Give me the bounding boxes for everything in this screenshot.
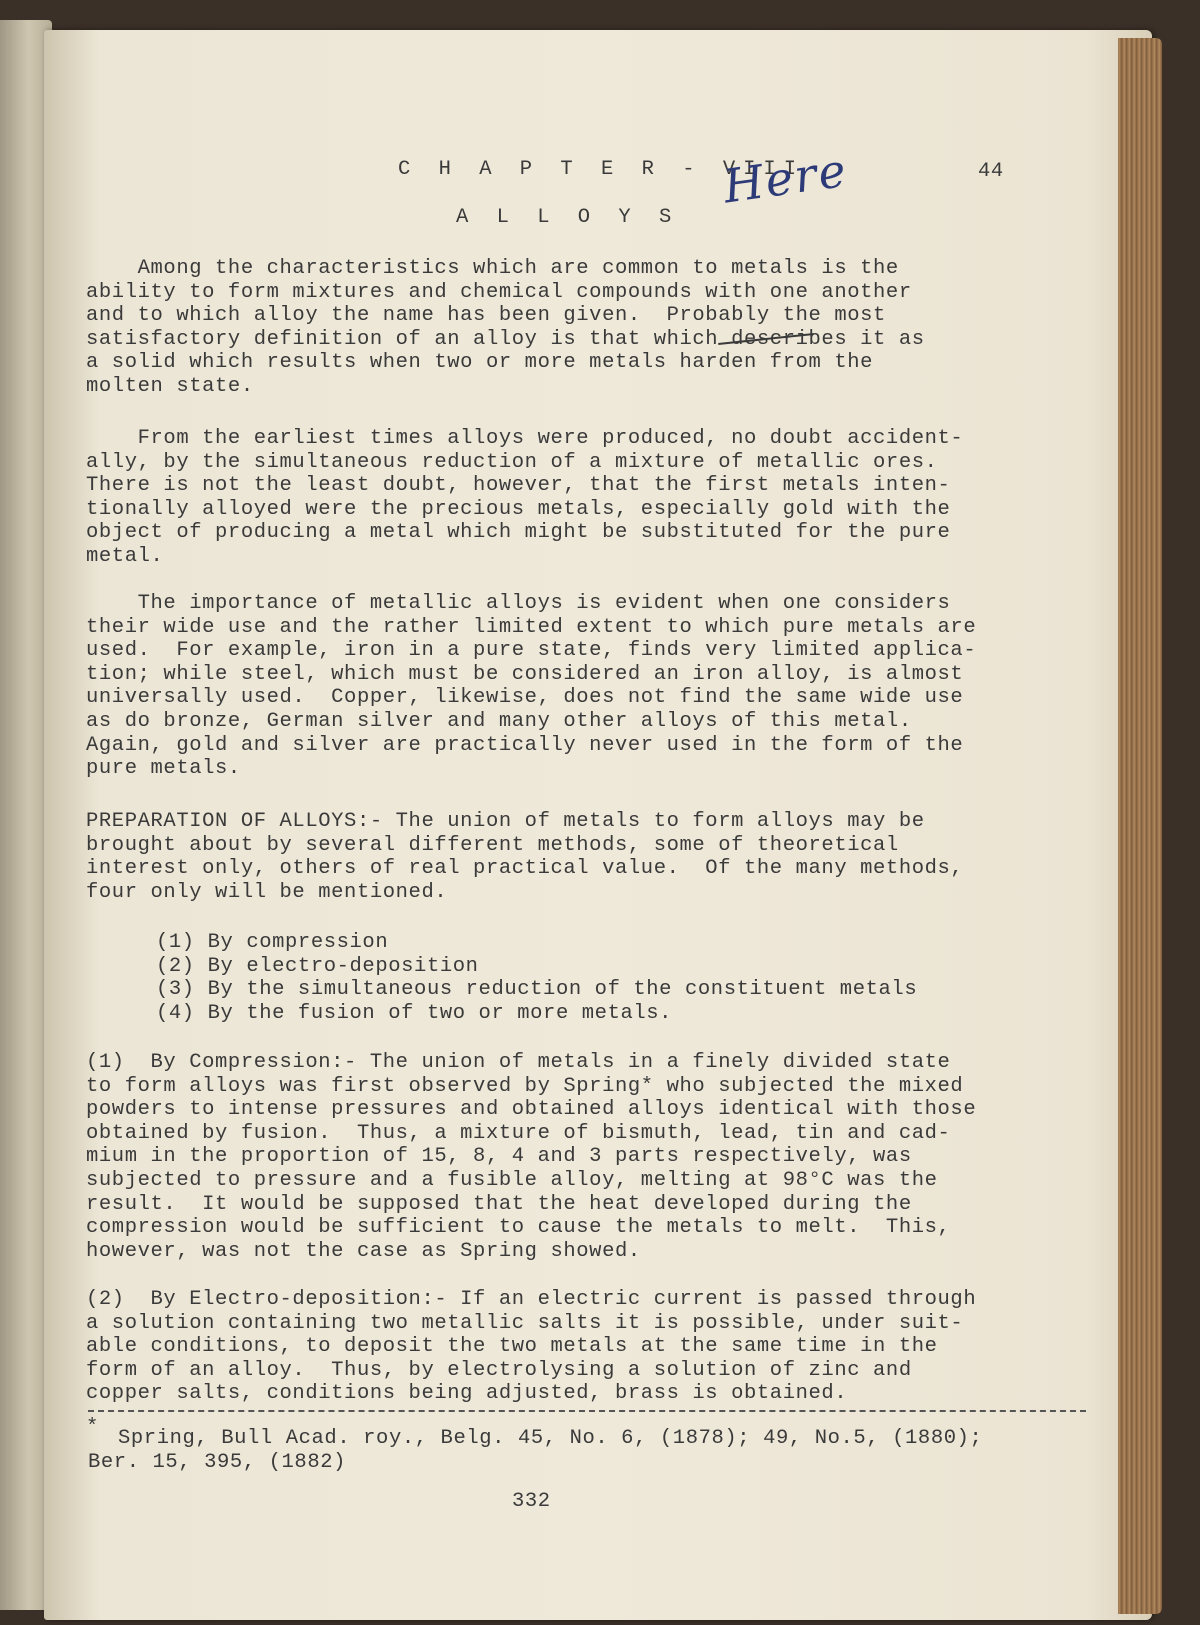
paragraph-preparation [86,810,1086,904]
text-line: powders to intense pressures and obtained alloys identical with those [86,1098,977,1122]
list-item: (3) By the simultaneous reduction of the constituent metals [156,978,918,1002]
text-line: obtained by fusion. Thus, a mixture of bismuth, lead, tin and cad- [86,1121,951,1145]
text-line: their wide use and the rather limited extent to which pure metals are [86,615,977,639]
text-line: PREPARATION OF ALLOYS:- The union of metals to form alloys may be [86,810,925,833]
text-line: From the earliest times alloys were produced, no doubt accident- [86,427,964,450]
text-line: There is not the least doubt, however, that the first metals inten- [86,474,951,498]
text-line: a solid which results when two or more metals harden from the [86,351,874,375]
text-line: (1) By Compression:- The union of metals in a finely divided state [86,1051,951,1074]
text-line: subjected to pressure and a fusible alloy, melting at 98°C was the [86,1168,938,1192]
text-line: The importance of metallic alloys is evident when one considers [86,592,951,615]
text-line: copper salts, conditions being adjusted, brass is obtained. [86,1382,848,1406]
footnote-line-1: Spring, Bull Acad. roy., Belg. 45, No. 6, (1878); 49, No.5, (1880); [118,1427,983,1450]
list-item: (2) By electro-deposition [156,954,479,978]
text-line: able conditions, to deposit the two metals at the same time in the [86,1335,938,1359]
page-number: 44 [978,160,1004,183]
text-line: (2) By Electro-deposition:- If an electric current is passed through [86,1288,977,1311]
text-line: ability to form mixtures and chemical compounds with one another [86,280,912,304]
text-line: tionally alloyed were the precious metals, especially gold with the [86,497,951,521]
text-line: result. It would be supposed that the heat developed during the [86,1192,912,1216]
text-line: compression would be sufficient to cause the metals to melt. This, [86,1216,951,1240]
footnote-line-2: Ber. 15, 395, (1882) [88,1451,347,1474]
text-line: Among the characteristics which are common to metals is the [86,257,899,280]
text-line: universally used. Copper, likewise, does not find the same wide use [86,686,964,710]
text-line: pure metals. [86,757,241,781]
chapter-heading: C H A P T E R - VIII [398,158,805,181]
list-item: (4) By the fusion of two or more metals. [156,1001,673,1025]
text-line: however, was not the case as Spring showed. [86,1239,641,1263]
text-line: Again, gold and silver are practically never used in the form of the [86,733,964,757]
paragraph-history [86,427,1086,569]
text-line: molten state. [86,374,254,398]
handwritten-note: Here [720,142,851,214]
paragraph-electro-deposition [86,1288,1086,1406]
footnote-marker: * [86,1416,99,1439]
chapter-title: A L L O Y S [456,206,680,229]
text-line: four only will be mentioned. [86,880,448,904]
methods-list [156,931,917,1025]
paragraph-importance [86,592,1086,781]
text-line: mium in the proportion of 15, 8, 4 and 3 parts respectively, was [86,1145,912,1169]
text-line: object of producing a metal which might be substituted for the pure [86,521,951,545]
list-item: (1) By compression [156,931,389,954]
paragraph-intro [86,257,1086,399]
text-line: interest only, others of real practical value. Of the many methods, [86,857,964,881]
text-line: tion; while steel, which must be considered an iron alloy, is almost [86,662,964,686]
text-line: satisfactory definition of an alloy is that which describes it as [86,327,925,351]
text-line: used. For example, iron in a pure state, finds very limited applica- [86,639,977,663]
text-line: to form alloys was first observed by Spring* who subjected the mixed [86,1074,964,1098]
text-line: form of an alloy. Thus, by electrolysing a solution of zinc and [86,1358,912,1382]
footnote-rule [88,1410,1086,1412]
text-line: a solution containing two metallic salts it is possible, under suit- [86,1311,964,1335]
text-line: as do bronze, German silver and many other alloys of this metal. [86,709,912,733]
folio-number: 332 [512,1490,551,1513]
text-line: metal. [86,544,164,568]
text-line: brought about by several different methods, some of theoretical [86,833,899,857]
text-line: and to which alloy the name has been given. Probably the most [86,304,886,328]
text-line: ally, by the simultaneous reduction of a mixture of metallic ores. [86,450,938,474]
paragraph-compression [86,1051,1086,1263]
